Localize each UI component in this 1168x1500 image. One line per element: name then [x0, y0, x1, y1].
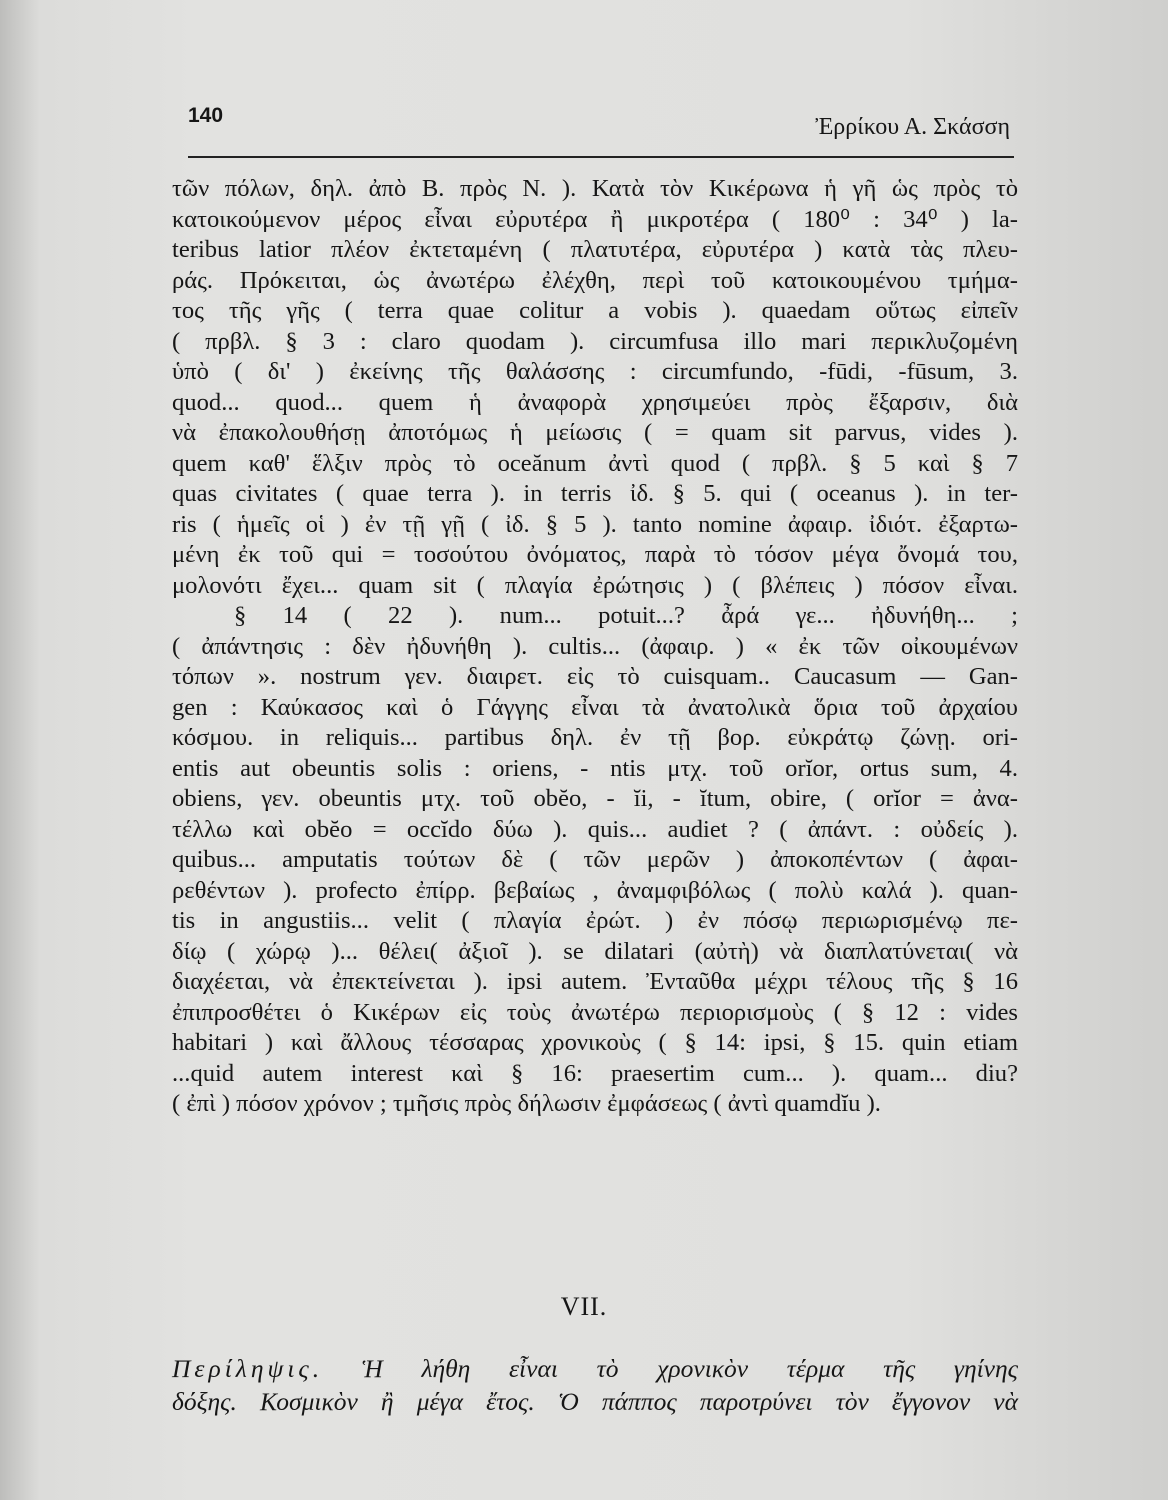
section-heading: VII. — [560, 1292, 608, 1321]
text-line: τῶν πόλων, δηλ. ἀπὸ Β. πρὸς Ν. ). Κατὰ τὸν Κικέρωνα ἡ γῆ ὡς πρὸς τὸ — [172, 175, 1018, 202]
text-line: τος τῆς γῆς ( terra quae colitur a vobis ). quaedam οὕτως εἰπεῖν — [172, 297, 1018, 324]
text-line: ...quid autem interest καὶ § 16: praesertim cum... ). quam... diu? — [172, 1059, 1018, 1087]
page-header — [188, 96, 1014, 158]
text-line: § 14 ( 22 ). num... potuit...? ἆρά γε... ἠδυνήθη... ; — [234, 602, 1018, 629]
text-line: τέλλω καὶ obĕo = occĭdo δύω ). quis... audiet ? ( ἀπάντ. : οὐδείς ). — [172, 815, 1018, 843]
text-line: entis aut obeuntis solis : oriens, - ntis μτχ. τοῦ orĭor, ortus sum, 4. — [172, 754, 1018, 782]
page-number: 140 — [188, 104, 224, 127]
text-line: μένη ἐκ τοῦ qui = τοσούτου ὀνόματος, παρὰ τὸ τόσον μέγα ὄνομά του, — [172, 541, 1018, 568]
text-line: ( ἐπὶ ) πόσον χρόνον ; τμῆσις πρὸς δήλωσιν ἐμφάσεως ( ἀντὶ quamdĭu ). — [172, 1090, 881, 1117]
text-line: obiens, γεν. obeuntis μτχ. τοῦ obĕo, - ĭi, - ĭtum, obire, ( orĭor = ἀνα- — [172, 785, 1018, 812]
text-line: τόπων ». nostrum γεν. διαιρετ. εἰς τὸ cuisquam.. Caucasum — Gan- — [172, 663, 1018, 690]
text-line: quibus... amputatis τούτων δὲ ( τῶν μερῶν ) ἀποκοπέντων ( ἀφαι- — [172, 846, 1018, 873]
summary-label: Περίληψις. — [172, 1354, 324, 1383]
text-line: tis in angustiis... velit ( πλαγία ἐρώτ. ) ἐν πόσῳ περιωρισμένῳ πε- — [172, 907, 1018, 934]
text-line: κόσμου. in reliquis... partibus δηλ. ἐν τῇ βορ. εὐκράτῳ ζώνῃ. ori- — [172, 724, 1018, 751]
text-line: ( ἀπάντησις : δὲν ἠδυνήθη ). cultis... (ἀφαιρ. ) « ἐκ τῶν οἰκουμένων — [172, 632, 1018, 660]
summary-line: δόξης. Κοσμικὸν ἢ μέγα ἔτος. Ὁ πάππος παροτρύνει τὸν ἔγγονον νὰ — [172, 1387, 1018, 1416]
commentary-text — [172, 174, 1018, 1120]
text-line: teribus latior πλέον ἐκτεταμένη ( πλατυτέρα, εὐρυτέρα ) κατὰ τὰς πλευ- — [172, 236, 1018, 263]
text-line: gen : Καύκασος καὶ ὁ Γάγγης εἶναι τὰ ἀνατολικὰ ὅρια τοῦ ἀρχαίου — [172, 693, 1018, 721]
text-line: μολονότι ἔχει... quam sit ( πλαγία ἐρώτησις ) ( βλέπεις ) πόσον εἶναι. — [172, 571, 1018, 599]
summary-text: Ἡ λήθη εἶναι τὸ χρονικὸν τέρμα τῆς γηίνης — [361, 1354, 1018, 1383]
text-line: κατοικούμενον μέρος εἶναι εὐρυτέρα ἢ μικροτέρα ( 180⁰ : 34⁰ ) la- — [172, 205, 1018, 233]
running-title: Ἐρρίκου Α. Σκάσση — [815, 114, 1010, 140]
summary-line — [172, 1352, 1018, 1385]
text-line: ris ( ἡμεῖς οἱ ) ἐν τῇ γῇ ( ἰδ. § 5 ). tanto nomine ἀφαιρ. ἰδιότ. ἐξαρτω- — [172, 510, 1018, 538]
text-line: quem καθ' ἕλξιν πρὸς τὸ oceănum ἀντὶ quod ( πρβλ. § 5 καὶ § 7 — [172, 449, 1018, 477]
text-line: ἐπιπροσθέτει ὁ Κικέρων εἰς τοὺς ἀνωτέρω περιορισμοὺς ( § 12 : vides — [172, 998, 1018, 1026]
section-summary — [172, 1352, 1018, 1418]
text-line: δίῳ ( χώρῳ )... θέλει( ἀξιοῖ ). se dilatari (αὐτὴ) νὰ διαπλατύνεται( νὰ — [172, 937, 1018, 965]
text-line: quod... quod... quem ἡ ἀναφορὰ χρησιμεύει πρὸς ἔξαρσιν, διὰ — [172, 388, 1018, 416]
text-line: ράς. Πρόκειται, ὡς ἀνωτέρω ἐλέχθη, περὶ τοῦ κατοικουμένου τμήμα- — [172, 266, 1018, 294]
text-line: quas civitates ( quae terra ). in terris ἰδ. § 5. qui ( oceanus ). in ter- — [172, 480, 1018, 507]
text-line: νὰ ἐπακολουθήσῃ ἀποτόμως ἡ μείωσις ( = quam sit parvus, vides ). — [172, 419, 1018, 446]
text-line: διαχέεται, νὰ ἐπεκτείνεται ). ipsi autem. Ἐνταῦθα μέχρι τέλους τῆς § 16 — [172, 968, 1018, 995]
text-line: ὑπὸ ( δι' ) ἐκείνης τῆς θαλάσσης : circumfundo, -fūdi, -fūsum, 3. — [172, 358, 1018, 385]
text-line: ρεθέντων ). profecto ἐπίρρ. βεβαίως , ἀναμφιβόλως ( πολὺ καλά ). quan- — [172, 876, 1018, 904]
text-line: habitari ) καὶ ἄλλους τέσσαρας χρονικοὺς ( § 14: ipsi, § 15. quin etiam — [172, 1029, 1018, 1056]
text-line: ( πρβλ. § 3 : claro quodam ). circumfusa illo mari περικλυζομένη — [172, 327, 1018, 355]
